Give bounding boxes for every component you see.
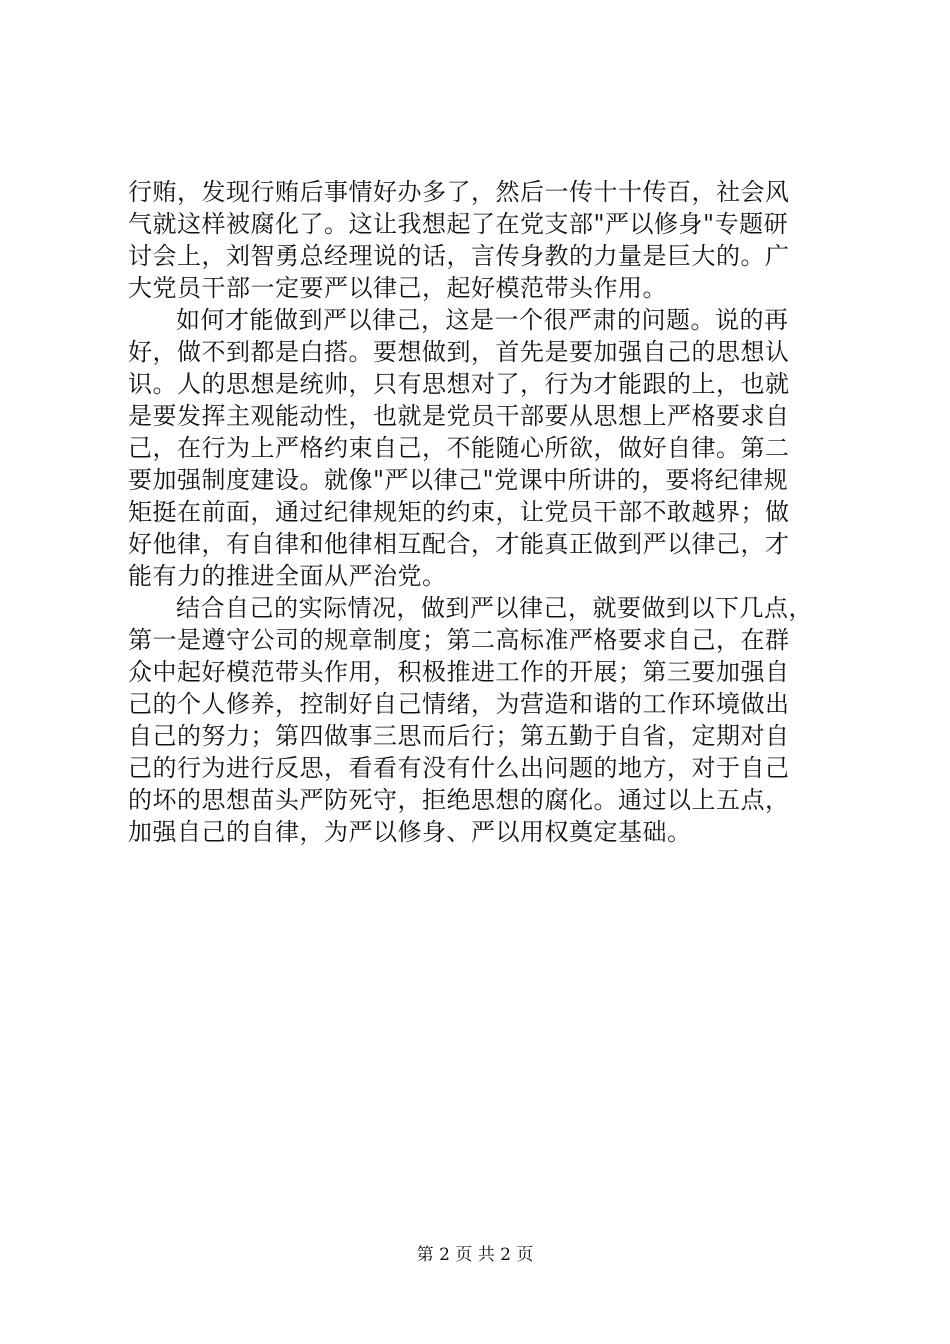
paragraph-3 xyxy=(128,592,828,848)
text-line: 如何才能做到严以律己，这是一个很严肃的问题。说的再 xyxy=(176,306,789,334)
paragraph-1 xyxy=(128,176,828,304)
text-line: 好，做不到都是白搭。要想做到，首先是要加强自己的思想认 xyxy=(128,338,790,366)
text-line: 的坏的思想苗头严防死守，拒绝思想的腐化。通过以上五点， xyxy=(128,786,790,814)
text-line: 大党员干部一定要严以律己，起好模范带头作用。 xyxy=(128,274,667,302)
paragraph-2 xyxy=(128,304,828,592)
text-line: 识。人的思想是统帅，只有思想对了，行为才能跟的上，也就 xyxy=(128,370,790,398)
text-line: 气就这样被腐化了。这让我想起了在党支部"严以修身"专题研 xyxy=(128,210,789,238)
document-body xyxy=(128,176,828,848)
text-line: 众中起好模范带头作用，积极推进工作的开展；第三要加强自 xyxy=(128,658,790,686)
text-line: 行贿，发现行贿后事情好办多了，然后一传十十传百，社会风 xyxy=(128,178,790,206)
text-line: 讨会上，刘智勇总经理说的话，言传身教的力量是巨大的。广 xyxy=(128,242,790,270)
text-line: 第一是遵守公司的规章制度；第二高标准严格要求自己，在群 xyxy=(128,626,790,654)
page-number-footer: 第 2 页 共 2 页 xyxy=(416,1245,534,1265)
text-line: 矩挺在前面，通过纪律规矩的约束，让党员干部不敢越界；做 xyxy=(128,498,790,526)
text-line: 要加强制度建设。就像"严以律己"党课中所讲的，要将纪律规 xyxy=(128,466,789,494)
text-line: 结合自己的实际情况，做到严以律己，就要做到以下几点， xyxy=(176,594,813,622)
text-line: 己的个人修养，控制好自己情绪，为营造和谐的工作环境做出 xyxy=(128,690,790,718)
text-line: 能有力的推进全面从严治党。 xyxy=(128,562,447,590)
text-line: 自己的努力；第四做事三思而后行；第五勤于自省，定期对自 xyxy=(128,722,790,750)
text-line: 己的行为进行反思，看看有没有什么出问题的地方，对于自己 xyxy=(128,754,790,782)
text-line: 加强自己的自律，为严以修身、严以用权奠定基础。 xyxy=(128,818,692,846)
text-line: 好他律，有自律和他律相互配合，才能真正做到严以律己，才 xyxy=(128,530,790,558)
text-line: 是要发挥主观能动性，也就是党员干部要从思想上严格要求自 xyxy=(128,402,790,430)
text-line: 己，在行为上严格约束自己，不能随心所欲，做好自律。第二 xyxy=(128,434,790,462)
